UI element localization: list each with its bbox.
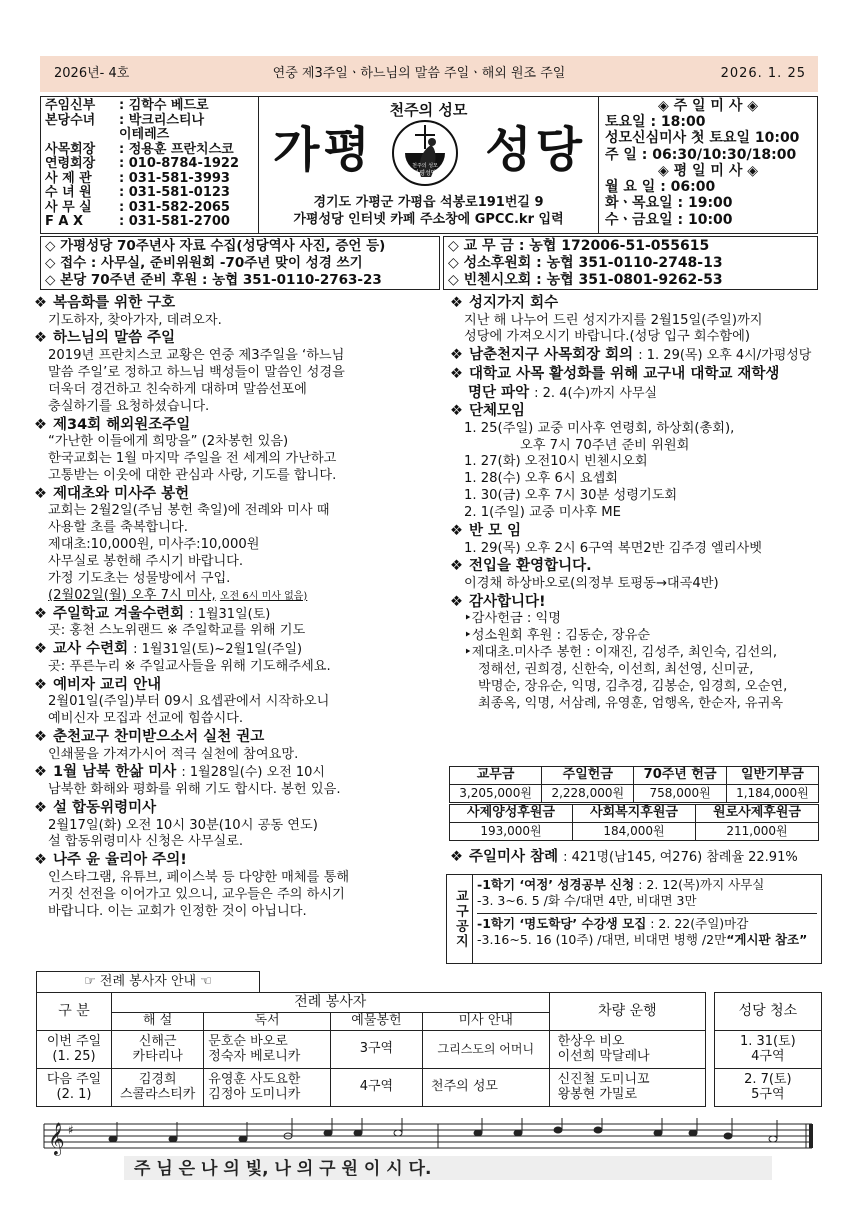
staff-value: : 010-8784-1922 <box>119 156 240 172</box>
section-text: 더욱더 경건하고 친숙하게 대하며 말씀선포에 <box>48 381 307 397</box>
row-date: (2. 1) <box>56 1086 92 1102</box>
section-title: ❖ 제34회 해외원조주일 <box>34 416 191 433</box>
staff-role: 주임신부 <box>45 98 96 113</box>
row-haeseol-name: 카타리나 <box>132 1048 183 1064</box>
info-line: ◇ 성소후원회 : 농협 351-0110-2748-13 <box>448 255 723 272</box>
section-text: 지난 해 나누어 드린 성지가지를 2월15일(주일)까지 <box>464 312 763 328</box>
row-misa: 천주의 성모 <box>423 1069 550 1107</box>
service-tab-label: ☞ 전례 봉사자 안내 ☜ <box>36 971 260 993</box>
diocese-notice <box>446 874 822 964</box>
section-text: 1. 27(화) 오전10시 빈첸시오회 <box>464 454 648 470</box>
section-text: 이경채 하상바오로(의정부 토평동→대곡4반) <box>464 576 719 591</box>
money-label: 주일헌금 <box>542 767 634 785</box>
section-text: “가난한 이들에게 희망을” (2차봉헌 있음) <box>48 434 289 450</box>
section-text: ‣성소원회 후원 : 김동순, 장유순 <box>464 628 651 644</box>
mass-time-line: 성모신심미사 첫 토요일 10:00 <box>605 130 800 147</box>
row-haeseol-name: 스콜라스티카 <box>119 1086 196 1102</box>
section-text: 거짓 선전을 이어가고 있으니, 교우들은 주의 하시기 <box>48 886 345 902</box>
section-text: 충실하기를 요청하셨습니다. <box>48 398 210 414</box>
text-run: (2월02일(월) 오후 7시 미사, <box>48 587 216 603</box>
section-title: ❖ 남춘천지구 사목회장 회의 : 1. 29(목) 오후 4시/가평성당 <box>450 347 812 364</box>
spacer <box>706 1031 715 1069</box>
row-cheongso: 2. 7(토) <box>744 1071 792 1087</box>
staff-row <box>45 143 254 158</box>
account-info <box>443 236 818 290</box>
row-date: (1. 25) <box>52 1048 96 1064</box>
money-label: 사제양성후원금 <box>450 805 573 823</box>
section-text: 정해선, 권희경, 신한숙, 이선희, 최선영, 신미균, <box>478 662 754 678</box>
section-text: 남북한 화해와 평화를 위해 기도 합시다. 봉헌 있음. <box>48 782 341 798</box>
section-text: 바랍니다. 이는 교회가 인정한 것이 아닙니다. <box>48 903 307 919</box>
staff-value: : 031-582-2065 <box>119 199 230 215</box>
section-text: ‣감사헌금 : 익명 <box>464 611 562 627</box>
section-text: 1. 30(금) 오후 7시 30분 성령기도회 <box>464 488 678 504</box>
section-text: 2019년 프란치스코 교황은 연중 제3주일을 ‘하느님 <box>48 347 345 363</box>
section-title: ❖ 제대초와 미사주 봉헌 <box>34 485 190 502</box>
section-title: ❖ 교사 수련회 : 1월31일(토)~2월1일(주일) <box>34 641 303 658</box>
staff-list <box>41 97 259 233</box>
right-column <box>450 294 822 713</box>
section-text: 오후 7시 70주년 준비 위원회 <box>520 437 690 453</box>
notice-title: -1학기 ‘명도학당’ 수강생 모집 <box>477 915 647 931</box>
section-title: ❖ 전입을 환영합니다. <box>450 558 592 575</box>
notice-detail: -3. 3~6. 5 /화 수/대면 4만, 비대면 3만 <box>477 893 697 909</box>
treble-clef-icon: 𝄞 <box>48 1122 65 1155</box>
staff-role: 본당수녀 <box>45 112 96 128</box>
section-title: 명단 파악 : 2. 4(수)까지 사무실 <box>468 384 658 401</box>
row-gubun: 이번 주일 <box>46 1033 102 1049</box>
section-text: 사무실로 봉헌해 주시기 바랍니다. <box>48 553 244 569</box>
staff-row <box>45 99 254 114</box>
masthead-subtitle: 천주의 성모 <box>389 101 468 119</box>
mass-time-line: 월 요 일 : 06:00 <box>605 179 716 196</box>
info-line: ◇ 빈첸시오회 : 농협 351-0801-9262-53 <box>448 272 723 289</box>
section-title: ❖ 반 모 임 <box>450 523 522 540</box>
section-title: ❖ 성지가지 회수 <box>450 295 559 311</box>
section-text: 설 합동위령미사 신청은 사무실로. <box>48 834 244 850</box>
service-table <box>36 992 822 1107</box>
section-title: ❖ 주일학교 겨울수련회 : 1월31일(토) <box>34 605 271 622</box>
section-text: 곳: 홍천 스노위랜드 ※ 주일학교를 위해 기도 <box>48 623 306 639</box>
staff-value: : 정용훈 프란치스코 <box>119 141 234 157</box>
row-chayang2: 이선희 막달레나 <box>557 1048 650 1064</box>
staff-role: 사 무 실 <box>45 199 92 215</box>
row-haeseol: 김경희 <box>138 1071 177 1087</box>
row-chayang: 신진철 도미니꼬 <box>557 1071 650 1087</box>
table-row <box>37 1069 822 1107</box>
masthead <box>40 96 818 234</box>
section-title: ❖ 단체모임 <box>450 403 526 420</box>
notice-detail-bold: “게시판 참조” <box>726 931 808 947</box>
section-text: 2. 1(주일) 교중 미사후 ME <box>464 505 621 521</box>
section-title: ❖ 감사합니다! <box>450 593 546 610</box>
masthead-center <box>259 97 599 233</box>
issue-date: 2026. 1. 25 <box>720 65 806 81</box>
section-text: 인스타그램, 유튜브, 페이스북 등 다양한 매체를 통해 <box>48 869 350 885</box>
staff-role <box>45 128 119 143</box>
notice-item <box>477 877 817 914</box>
money-label: 사회복지후원금 <box>573 805 696 823</box>
header-gubun: 구 분 <box>37 993 112 1031</box>
section-text: 최종옥, 익명, 서삼례, 유영훈, 엄행옥, 한순자, 유귀옥 <box>478 695 784 711</box>
row-haeseol: 신해근 <box>138 1033 177 1049</box>
staff-row <box>45 157 254 172</box>
section-text: 곳: 푸른누리 ※ 주일교사들을 위해 기도해주세요. <box>48 658 331 674</box>
section-text: 2월17일(화) 오전 10시 30분(10시 공동 연도) <box>48 817 318 833</box>
cafe-address: 가평성당 인터넷 카페 주소창에 GPCC.kr 입력 <box>293 212 564 228</box>
mass-times <box>599 97 817 233</box>
church-address: 경기도 가평군 가평읍 석봉로191번길 9 <box>313 195 544 211</box>
section-title: ❖ 하느님의 말씀 주일 <box>34 330 176 347</box>
header-jeonrye: 전례 봉사자 <box>112 993 550 1013</box>
money-label: 일반기부금 <box>726 767 818 785</box>
mass-time-line: 주 일 : 06:30/10:30/18:00 <box>605 146 797 163</box>
staff-value: : 박크리스티나 <box>119 112 205 128</box>
masthead-name-left: 가평 <box>273 122 374 178</box>
staff-role: 수 녀 원 <box>45 185 92 201</box>
staff-value: : 031-581-2700 <box>119 214 230 230</box>
attendance: ❖ 주일미사 참례 : 421명(남145, 여276) 참례율 22.91% <box>450 849 798 865</box>
money-value: 758,000원 <box>634 785 726 803</box>
staff-value: 이테레즈 <box>119 127 170 143</box>
section-text: 가정 기도초는 성물방에서 구입. <box>48 570 231 586</box>
header-yemul: 예물봉헌 <box>330 1013 422 1031</box>
support-table <box>449 804 819 841</box>
lyrics-text: 주 님 은 나 의 빛, 나 의 구 원 이 시 다. <box>134 1159 432 1179</box>
row-dokseo: 문호순 바오로 <box>208 1033 288 1049</box>
row-cheongso-area: 4구역 <box>751 1048 785 1064</box>
section-text: 2월01일(주일)부터 09시 요셉관에서 시작하오니 <box>48 694 330 710</box>
section-text: 교회는 2월2일(주님 봉헌 축일)에 전례와 미사 때 <box>48 503 330 519</box>
notice-title: -1학기 ‘여정’ 성경공부 신청 <box>477 877 635 892</box>
row-cheongso: 1. 31(토) <box>739 1033 796 1049</box>
staff-role: 사 제 관 <box>45 170 92 186</box>
text-run: 오전 6시 미사 없음) <box>219 590 308 602</box>
staff-row <box>45 114 254 129</box>
header-chayang: 차량 운행 <box>549 993 706 1031</box>
section-text: 한국교회는 1월 마지막 주일을 전 세계의 가난하고 <box>48 450 337 466</box>
sunday-title: 연중 제3주일ㆍ하느님의 말씀 주일ㆍ해외 원조 주일 <box>272 65 566 81</box>
section-title: ❖ 설 합동위령미사 <box>34 799 157 816</box>
section-text: 제대초:10,000원, 미사주:10,000원 <box>48 537 260 553</box>
section-text: ‣제대초.미사주 봉헌 : 이재진, 김성주, 최인숙, 김선의, <box>464 645 778 661</box>
header-misa: 미사 안내 <box>423 1013 550 1031</box>
staff-role: 연령회장 <box>45 156 96 172</box>
money-value: 184,000원 <box>573 823 696 841</box>
section-text: 1. 29(목) 오후 2시 6구역 복면2반 김주경 엘리사벳 <box>464 540 762 556</box>
section-text: 1. 25(주일) 교중 미사후 연령회, 하상회(총회), <box>464 420 735 436</box>
mass-time-line: 수ㆍ금요일 : 10:00 <box>605 211 733 228</box>
section-text: 박명순, 장유순, 익명, 김추경, 김봉순, 임경희, 오순연, <box>478 679 788 694</box>
issue-bar <box>40 56 818 92</box>
address-block <box>259 195 598 229</box>
staff-value: : 031-581-0123 <box>119 185 230 201</box>
section-text: 고통받는 이웃에 대한 관심과 사랑, 기도를 합니다. <box>48 467 337 483</box>
row-misa: 그리스도의 어머니 <box>423 1031 550 1069</box>
issue-number: 2026년- 4호 <box>54 65 130 81</box>
money-label: 교무금 <box>450 767 542 785</box>
section-title: ❖ 춘천교구 찬미받으소서 실천 권고 <box>34 729 265 746</box>
music-staff <box>38 1118 818 1182</box>
row-dokseo2: 정숙자 베로니카 <box>208 1048 301 1064</box>
spacer <box>706 1069 715 1107</box>
row-dokseo: 유영훈 사도요한 <box>208 1071 301 1087</box>
anniversary-info <box>40 236 440 290</box>
notice-item <box>477 914 817 952</box>
section-text: 인쇄물을 가져가시어 적극 실천에 참여요망. <box>48 746 299 762</box>
svg-text:천주의 성모: 천주의 성모 <box>412 163 438 169</box>
staff-row <box>45 186 254 201</box>
notice-date: : 2. 22(주일)마감 <box>650 915 749 931</box>
staff-role: 사목회장 <box>45 141 96 157</box>
money-value: 3,205,000원 <box>450 785 542 803</box>
header-cheongso: 성당 청소 <box>714 993 821 1031</box>
mass-time-line: 토요일 : 18:00 <box>605 114 706 131</box>
left-column <box>34 294 444 921</box>
info-line: ◇ 본당 70주년 준비 후원 : 농협 351-0110-2763-23 <box>45 271 382 288</box>
money-value: 1,184,000원 <box>726 785 818 803</box>
row-cheongso-area: 5구역 <box>751 1086 785 1102</box>
section-text: 성당에 가져오시기 바랍니다.(성당 입구 회수함에) <box>464 329 751 345</box>
church-emblem-icon <box>391 119 459 187</box>
row-chayang: 한상우 비오 <box>557 1033 625 1049</box>
section-text: 말씀 주일’로 정하고 하느님 백성들이 말씀인 성경을 <box>48 364 345 380</box>
section-title: ❖ 복음화를 위한 구호 <box>34 295 176 311</box>
section-title: ❖ 나주 윤 율리아 주의! <box>34 852 187 869</box>
info-line: ◇ 가평성당 70주년사 자료 수집(성당역사 사진, 증언 등) <box>45 238 386 254</box>
mass-time-line: 화ㆍ목요일 : 19:00 <box>605 195 733 212</box>
money-label: 원로사제후원금 <box>696 805 819 823</box>
staff-role: F A X <box>45 214 84 230</box>
section-title: ❖ 1월 남북 한삶 미사 : 1월28일(수) 오전 10시 <box>34 764 325 781</box>
staff-row <box>45 215 254 230</box>
section-title: ❖ 예비자 교리 안내 <box>34 676 162 693</box>
money-value: 193,000원 <box>450 823 573 841</box>
notice-side-label: 교구공지 <box>447 875 473 963</box>
staff-row <box>45 128 254 143</box>
section-text: 사용할 초를 축복합니다. <box>48 520 188 536</box>
money-value: 211,000원 <box>696 823 819 841</box>
staff-value: : 031-581-3993 <box>119 170 230 186</box>
section-text: 예비신자 모집과 선교에 힘씁시다. <box>48 711 244 727</box>
header-haeseol: 해 설 <box>112 1013 204 1031</box>
header-dokseo: 독서 <box>204 1013 331 1031</box>
table-row <box>37 1031 822 1069</box>
money-value: 2,228,000원 <box>542 785 634 803</box>
notice-detail: -3.16~5. 16 (10주) /대면, 비대면 병행 /2만 <box>477 931 727 947</box>
sharp-icon: ♯ <box>68 1123 74 1137</box>
section-title: ❖ 대학교 사목 활성화를 위해 교구내 대학교 재학생 <box>450 365 780 382</box>
masthead-name-right: 성당 <box>485 122 586 178</box>
svg-text:가평성당: 가평성당 <box>413 170 437 177</box>
mass-time-line: ◈ 주 일 미 사 ◈ <box>658 98 758 114</box>
staff-row <box>45 201 254 216</box>
row-dokseo2: 김정아 도미니카 <box>208 1086 301 1102</box>
section-text: 기도하자, 찾아가자, 데려오자. <box>48 312 222 328</box>
section-text: 1. 28(수) 오후 6시 요셉회 <box>464 471 618 487</box>
section-text <box>34 588 444 605</box>
mass-time-line: ◈ 평 일 미 사 ◈ <box>658 162 758 179</box>
info-line: ◇ 교 무 금 : 농협 172006-51-055615 <box>448 238 710 254</box>
offering-table <box>449 766 819 803</box>
spacer <box>706 993 715 1031</box>
notice-date: : 2. 12(목)까지 사무실 <box>638 877 765 892</box>
row-gubun: 다음 주일 <box>46 1071 102 1087</box>
info-line: ◇ 접수 : 사무실, 준비위원회 -70주년 맞이 성경 쓰기 <box>45 254 363 271</box>
staff-value: : 김학수 베드로 <box>119 98 209 113</box>
row-yemul: 3구역 <box>330 1031 422 1069</box>
row-chayang2: 왕봉현 가밀로 <box>557 1086 638 1102</box>
money-label: 70주년 헌금 <box>634 767 726 785</box>
row-yemul: 4구역 <box>330 1069 422 1107</box>
